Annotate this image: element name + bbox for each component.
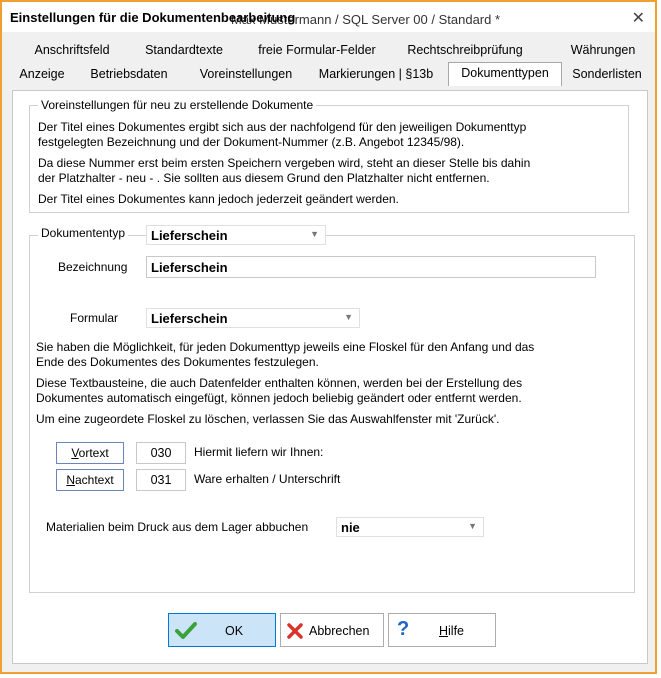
chevron-down-icon: ▼ bbox=[344, 312, 353, 322]
doctype-value: Lieferschein bbox=[151, 228, 228, 243]
tab-dokumenttypen[interactable]: Dokumenttypen bbox=[448, 62, 562, 86]
info-line: Der Titel eines Dokumentes ergibt sich aus der nachfolgend für den jeweiligen Dokumenttyp bbox=[38, 120, 527, 134]
tab-sonderlisten[interactable]: Sonderlisten bbox=[572, 67, 642, 81]
help-accel: H bbox=[439, 624, 449, 638]
tab-waehrungen[interactable]: Währungen bbox=[570, 43, 636, 57]
group-voreinstellungen bbox=[29, 98, 629, 213]
vortext-code[interactable]: 030 bbox=[136, 442, 186, 464]
nachtext-label: achtext bbox=[74, 473, 114, 487]
help-button[interactable] bbox=[388, 613, 496, 647]
checkmark-icon bbox=[175, 621, 197, 641]
chevron-down-icon: ▼ bbox=[468, 521, 477, 531]
ok-button[interactable] bbox=[168, 613, 276, 647]
help-rest: ilfe bbox=[448, 624, 465, 638]
doctype-select[interactable] bbox=[146, 225, 326, 245]
formular-value: Lieferschein bbox=[151, 311, 228, 326]
formular-select[interactable] bbox=[146, 308, 360, 328]
tab-voreinstellungen[interactable]: Voreinstellungen bbox=[199, 67, 293, 81]
window-title: Einstellungen für die Dokumentenbearbeitung bbox=[10, 10, 296, 25]
info-line: festgelegten Bezeichnung und der Dokument-Nummer (z.B. Angebot 12345/98). bbox=[38, 135, 465, 149]
group-dokumententyp bbox=[29, 226, 635, 593]
nachtext-accel: N bbox=[66, 473, 75, 487]
tab-anzeige[interactable]: Anzeige bbox=[19, 67, 65, 81]
info-line: der Platzhalter - neu - . Sie sollten aus diesem Grund den Platzhalter nicht entfernen. bbox=[38, 171, 490, 185]
material-value: nie bbox=[341, 520, 360, 535]
close-icon[interactable]: ✕ bbox=[631, 10, 645, 27]
formular-label: Formular bbox=[70, 311, 119, 325]
help-label bbox=[439, 624, 464, 638]
cancel-x-icon bbox=[287, 623, 303, 639]
info-line: Da diese Nummer erst beim ersten Speichern vergeben wird, steht an dieser Stelle bis dahin bbox=[38, 156, 531, 170]
cancel-label: Abbrechen bbox=[309, 624, 370, 638]
info-line: Diese Textbausteine, die auch Datenfelder enthalten können, werden bei der Erstellung des bbox=[36, 376, 523, 390]
nachtext-desc: Ware erhalten / Unterschrift bbox=[194, 472, 341, 486]
vortext-accel: V bbox=[71, 446, 79, 460]
tab-freie-formular-felder[interactable]: freie Formular-Felder bbox=[258, 43, 376, 57]
vortext-label: ortext bbox=[78, 446, 109, 460]
info-line: Um eine zugeordete Floskel zu löschen, verlassen Sie das Auswahlfenster mit 'Zurück'. bbox=[36, 412, 500, 426]
tab-markierungen[interactable]: Markierungen | §13b bbox=[318, 67, 434, 81]
bezeichnung-value: Lieferschein bbox=[151, 260, 228, 275]
chevron-down-icon: ▼ bbox=[310, 229, 319, 239]
material-label: Materialien beim Druck aus dem Lager abbuchen bbox=[46, 520, 309, 534]
doctype-label: Dokumententyp bbox=[38, 226, 128, 240]
title-bar bbox=[2, 2, 655, 32]
group-voreinstellungen-legend: Voreinstellungen für neu zu erstellende Dokumente bbox=[38, 98, 316, 112]
info-line: Ende des Dokumentes des Dokumentes festzulegen. bbox=[36, 355, 319, 369]
material-select[interactable] bbox=[336, 517, 484, 537]
cancel-button[interactable] bbox=[280, 613, 384, 647]
nachtext-button[interactable] bbox=[56, 469, 124, 491]
bezeichnung-input[interactable] bbox=[146, 256, 596, 278]
tab-panel bbox=[12, 90, 648, 664]
info-line: Dokumentes automatisch eingefügt, können jedoch beliebig geändert oder entfernt werden. bbox=[36, 391, 522, 405]
tab-row-1 bbox=[2, 40, 655, 60]
nachtext-code[interactable]: 031 bbox=[136, 469, 186, 491]
tab-row-2 bbox=[2, 64, 655, 84]
bezeichnung-label: Bezeichnung bbox=[58, 260, 128, 274]
info-line: Sie haben die Möglichkeit, für jeden Dokumenttyp jeweils eine Floskel für den Anfang und das bbox=[36, 340, 535, 354]
tab-rechtschreibpruefung[interactable]: Rechtschreibprüfung bbox=[407, 43, 523, 57]
info-line: Der Titel eines Dokumentes kann jedoch jederzeit geändert werden. bbox=[38, 192, 399, 206]
window-subtitle: Max Mustermann / SQL Server 00 / Standard * bbox=[231, 12, 501, 27]
ok-label: OK bbox=[225, 624, 244, 638]
vortext-desc: Hiermit liefern wir Ihnen: bbox=[194, 445, 324, 459]
help-icon: ? bbox=[397, 618, 410, 640]
tab-standardtexte[interactable]: Standardtexte bbox=[145, 43, 223, 57]
vortext-button[interactable] bbox=[56, 442, 124, 464]
tab-anschriftsfeld[interactable]: Anschriftsfeld bbox=[34, 43, 110, 57]
tab-betriebsdaten[interactable]: Betriebsdaten bbox=[90, 67, 168, 81]
